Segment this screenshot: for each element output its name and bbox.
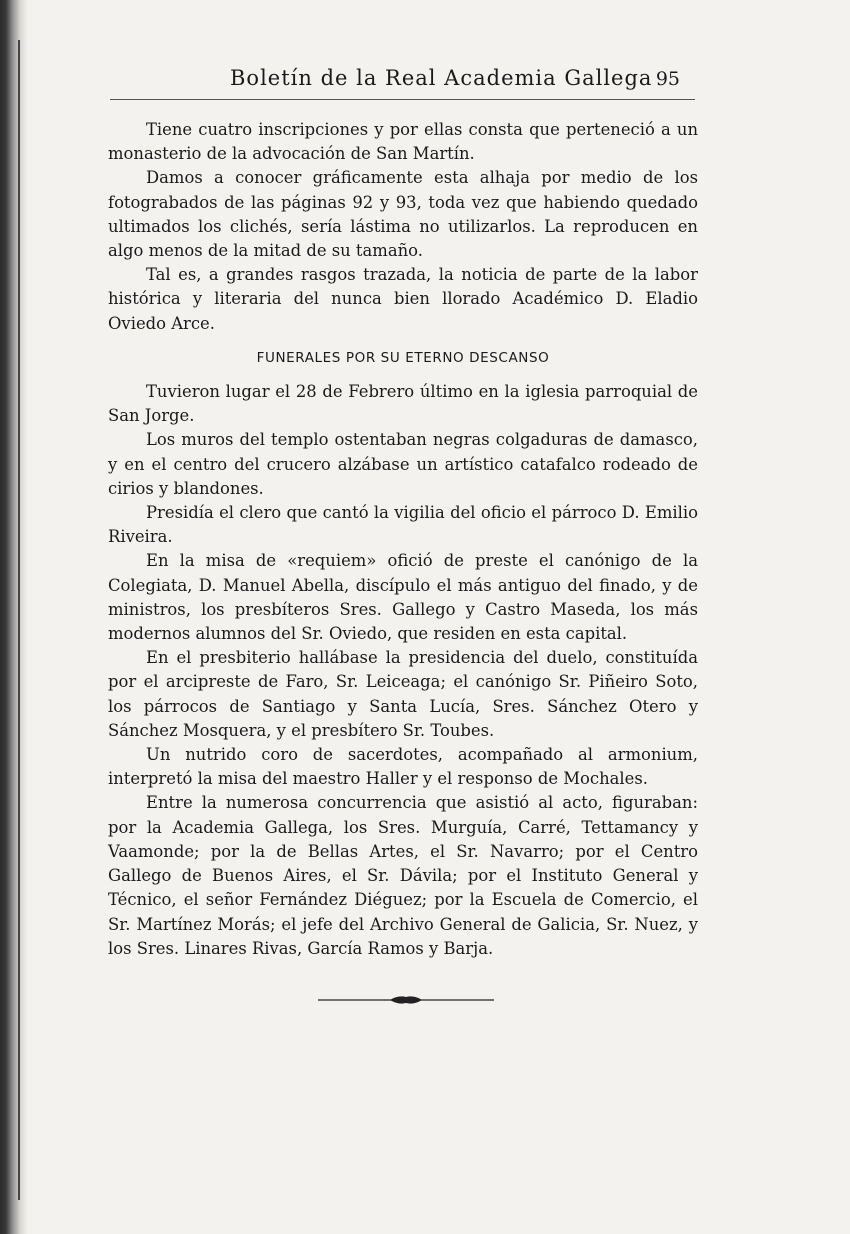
paragraph: Damos a conocer gráficamente esta alhaja por medio de los fotograbados de las páginas 92 y 93, toda vez que habiendo quedado ultimados los clichés, sería lástima no utilizarlos. La reproducen en algo menos de la mitad de su tamaño.	[108, 168, 698, 261]
paragraph: Tal es, a grandes rasgos trazada, la noticia de parte de la labor histórica y literaria del nunca bien llorado Académico D. Eladio Oviedo Arce.	[108, 265, 698, 333]
running-title: Boletín de la Real Academia Gallega	[230, 66, 653, 90]
paragraph: Presidía el clero que cantó la vigilia del oficio el párroco D. Emilio Riveira.	[108, 503, 698, 547]
book-binding-edge	[0, 0, 28, 1234]
paragraph: Tuvieron lugar el 28 de Febrero último en la iglesia parroquial de San Jorge.	[108, 382, 698, 426]
paragraph: En el presbiterio hallábase la presidencia del duelo, constituída por el arcipreste de Faro, Sr. Leiceaga; el canónigo Sr. Piñeiro Soto, los párrocos de Santiago y Santa Lucía, Sres. Sánchez Otero y Sánchez Mosquera, y el presbítero Sr. Toubes.	[108, 648, 698, 740]
page-header	[110, 66, 700, 102]
end-ornament-icon	[318, 992, 494, 1008]
binding-line	[18, 40, 20, 1200]
paragraph: Un nutrido coro de sacerdotes, acompañado al armonium, interpretó la misa del maestro Haller y el responso de Mochales.	[108, 745, 698, 789]
page-number: 95	[655, 68, 680, 90]
header-rule	[110, 99, 695, 100]
page-body	[108, 118, 698, 961]
paragraph: Tiene cuatro inscripciones y por ellas consta que perteneció a un monasterio de la advocación de San Martín.	[108, 120, 698, 164]
paragraph: Los muros del templo ostentaban negras colgaduras de damasco, y en el centro del crucero alzábase un artístico catafalco rodeado de cirios y blandones.	[108, 430, 698, 498]
section-title: FUNERALES POR SU ETERNO DESCANSO	[256, 349, 550, 366]
paragraph: Entre la numerosa concurrencia que asistió al acto, figuraban: por la Academia Gallega, los Sres. Murguía, Carré, Tettamancy y Vaamonde; por la de Bellas Artes, el Sr. Navarro; por el Centro Gallego de Buenos Aires, el Sr. Dávila; por el Instituto General y Técnico, el señor Fernández Diéguez; por la Escuela de Comercio, el Sr. Martínez Morás; el jefe del Archivo General de Galicia, Sr. Nuez, y los Sres. Linares Rivas, García Ramos y Barja.	[108, 793, 698, 958]
paragraph: En la misa de «requiem» ofició de preste el canónigo de la Colegiata, D. Manuel Abella, discípulo el más antiguo del finado, y de ministros, los presbíteros Sres. Gallego y Castro Maseda, los más modernos alumnos del Sr. Oviedo, que residen en esta capital.	[108, 551, 698, 644]
